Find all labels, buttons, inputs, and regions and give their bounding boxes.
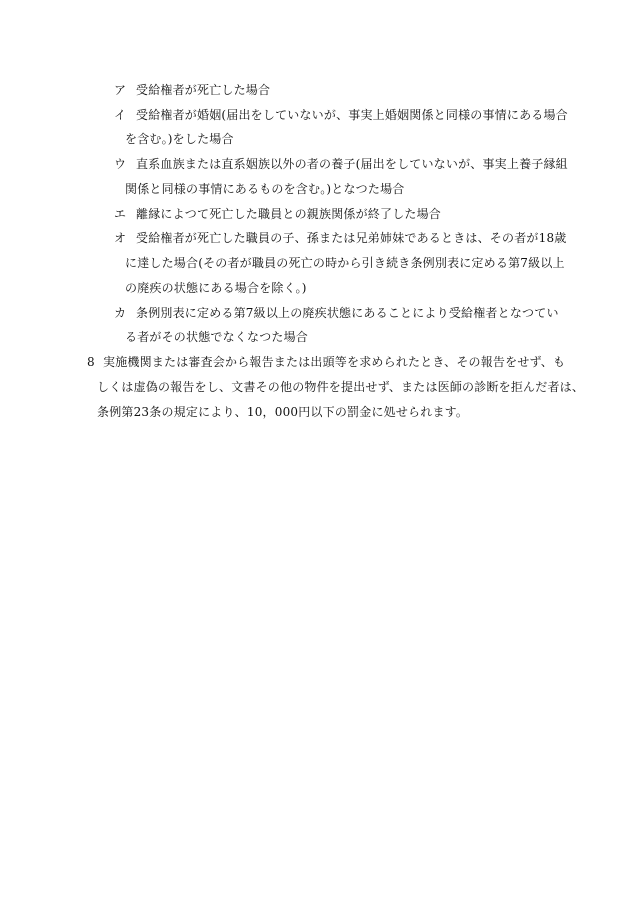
item-ka-line-1 <box>114 305 559 321</box>
item-e-text: 離縁によつて死亡した職員との親族関係が終了した場合 <box>136 207 442 221</box>
item-e-line-1 <box>114 206 441 222</box>
item-o-line-2 <box>125 255 565 271</box>
item-i-line-1 <box>114 107 568 123</box>
section-8-line-3 <box>97 404 468 420</box>
item-i-marker: イ <box>114 108 127 122</box>
item-a-text: 受給権者が死亡した場合 <box>136 83 271 97</box>
item-i-text-1: 受給権者が婚姻(届出をしていないが、事実上婚姻関係と同様の事情にある場合 <box>136 108 568 122</box>
item-a-marker: ア <box>114 83 127 97</box>
item-ka-text-1: 条例別表に定める第7級以上の廃疾状態にあることにより受給権者となつてい <box>136 306 559 320</box>
item-o-line-1 <box>114 230 566 246</box>
item-ka-line-2 <box>125 329 308 345</box>
item-u-marker: ウ <box>114 157 127 171</box>
item-u-text-1: 直系血族または直系姻族以外の者の養子(届出をしていないが、事実上養子縁組 <box>136 157 568 171</box>
item-ka-text-2: る者がその状態でなくなつた場合 <box>125 330 309 344</box>
section-8-line-1 <box>87 354 565 370</box>
item-a-line-1 <box>114 82 270 98</box>
item-i-text-2: を含む。)をした場合 <box>125 132 234 146</box>
item-o-text-3: の廃疾の状態にある場合を除く。) <box>125 281 307 295</box>
item-o-marker: オ <box>114 231 127 245</box>
item-o-text-1: 受給権者が死亡した職員の子、孫または兄弟姉妹であるときは、その者が18歳 <box>136 231 567 245</box>
item-u-line-1 <box>114 156 568 172</box>
item-i-line-2 <box>125 131 234 147</box>
section-8-number: 8 <box>87 355 95 369</box>
item-e-marker: エ <box>114 207 127 221</box>
section-8-text-3: 条例第23条の規定により、10，000円以下の罰金に処せられます。 <box>97 405 469 419</box>
section-8-line-2 <box>97 379 584 395</box>
section-8-text-1: 実施機関または審査会から報告または出頭等を求められたとき、その報告をせず、も <box>103 355 566 369</box>
item-ka-marker: カ <box>114 306 127 320</box>
item-o-text-2: に達した場合(その者が職員の死亡の時から引き続き条例別表に定める第7級以上 <box>125 256 565 270</box>
item-u-line-2 <box>125 181 404 197</box>
section-8-text-2: しくは虚偽の報告をし、文書その他の物件を提出せず、または医師の診断を拒んだ者は、 <box>97 380 585 394</box>
item-o-line-3 <box>125 280 307 296</box>
item-u-text-2: 関係と同様の事情にあるものを含む。)となつた場合 <box>125 182 405 196</box>
